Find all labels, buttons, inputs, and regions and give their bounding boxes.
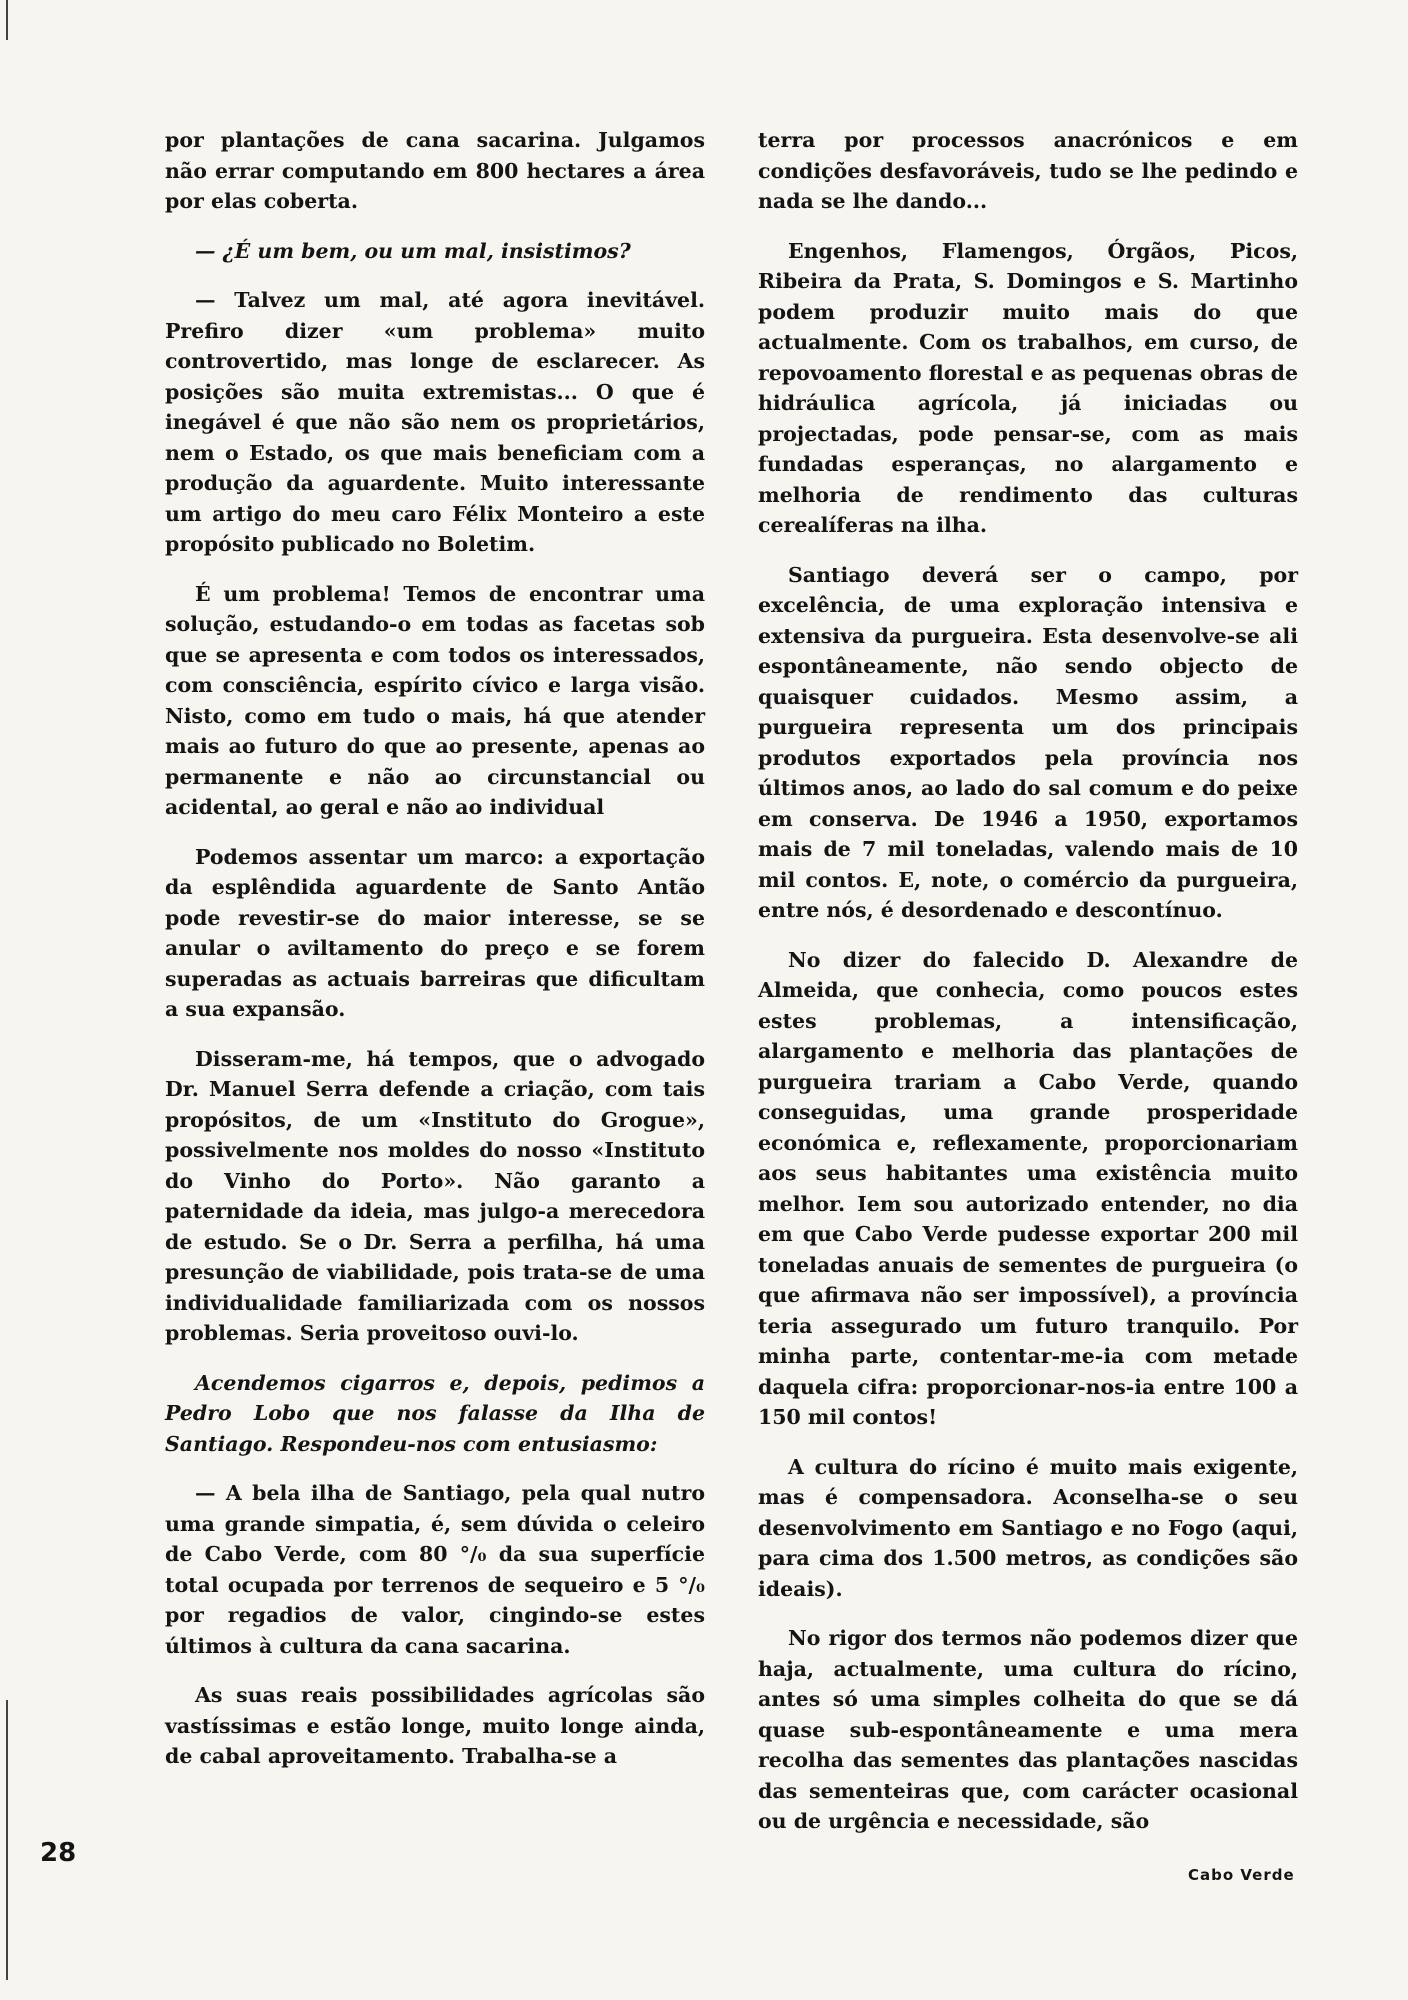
paragraph: No rigor dos termos não podemos dizer que haja, actualmente, uma cultura do rícino, antes só uma simples colheita do que se dá quase sub-espontâneamente e uma mera recolha das sementes das plantações nascidas das sementeiras que, com carácter ocasional ou de urgência e necessidade, são xyxy=(758,1626,1298,1833)
paragraph: terra por processos anacrónicos e em condições desfavoráveis, tudo se lhe pedindo e nada se lhe dando... xyxy=(758,128,1298,213)
scan-edge-mark xyxy=(6,1700,8,1980)
paragraph: Santiago deverá ser o campo, por excelência, de uma exploração intensiva e extensiva da purgueira. Esta desenvolve-se ali espontâneamente, não sendo objecto de quaisquer cuidados. Mesmo assim, a purgueira representa um dos principais produtos exportados pela província nos últimos anos, ao lado do sal comum e do peixe em conserva. De 1946 a 1950, exportamos mais de 7 mil toneladas, valendo mais de 10 mil contos. E, note, o comércio da purgueira, entre nós, é desordenado e descontínuo. xyxy=(758,562,1298,922)
paragraph: As suas reais possibilidades agrícolas são vastíssimas e estão longe, muito longe ainda, de cabal aproveitamento. Trabalha-se a xyxy=(165,1683,705,1768)
paragraph: por plantações de cana sacarina. Julgamos não errar computando em 800 hectares a área por elas coberta. xyxy=(165,128,705,213)
running-footer-publication: Cabo Verde xyxy=(1188,1866,1295,1884)
scan-edge-mark xyxy=(6,0,8,40)
paragraph: — ¿É um bem, ou um mal, insistimos? xyxy=(195,238,631,263)
page-number: 28 xyxy=(40,1838,77,1868)
paragraph: Disseram-me, há tempos, que o advogado Dr. Manuel Serra defende a criação, com tais propósitos, de um «Instituto do Grogue», possivelmente nos moldes do nosso «Instituto do Vinho do Porto». Não garanto a paternidade da ideia, mas julgo-a merecedora de estudo. Se o Dr. Serra a perfilha, há uma presunção de viabilidade, pois trata-se de uma individualidade familiarizada com os nossos problemas. Seria proveitoso ouvi-lo. xyxy=(165,1046,705,1345)
paragraph: Engenhos, Flamengos, Órgãos, Picos, Ribeira da Prata, S. Domingos e S. Martinho podem produzir muito mais do que actualmente. Com os trabalhos, em curso, de repovoamento florestal e as pequenas obras de hidráulica agrícola, já iniciadas ou projectadas, pode pensar-se, com as mais fundadas esperanças, no alargamento e melhoria de rendimento das culturas cerealíferas na ilha. xyxy=(758,238,1298,537)
right-text-column xyxy=(758,125,1298,1856)
left-text-column xyxy=(165,125,705,1791)
paragraph: Acendemos cigarros e, depois, pedimos a Pedro Lobo que nos falasse da Ilha de Santiago. Respondeu-nos com entusiasmo: xyxy=(165,1370,705,1456)
paragraph: — A bela ilha de Santiago, pela qual nutro uma grande simpatia, é, sem dúvida o celeiro de Cabo Verde, com 80 °/₀ da sua superfície total ocupada por terrenos de sequeiro e 5 °/₀ por regadios de valor, cingindo-se estes últimos à cultura da cana sacarina. xyxy=(165,1481,705,1658)
paragraph: No dizer do falecido D. Alexandre de Almeida, que conhecia, como poucos estes estes problemas, a intensificação, alargamento e melhoria das plantações de purgueira trariam a Cabo Verde, quando conseguidas, uma grande prosperidade económica e, reflexamente, proporcionariam aos seus habitantes uma existência muito melhor. Iem sou autorizado entender, no dia em que Cabo Verde pudesse exportar 200 mil toneladas anuais de sementes de purgueira (o que afirmava não ser impossível), a província teria assegurado um futuro tranquilo. Por minha parte, contentar-me-ia com metade daquela cifra: proporcionar-nos-ia entre 100 a 150 mil contos! xyxy=(758,947,1298,1429)
paragraph: É um problema! Temos de encontrar uma solução, estudando-o em todas as facetas sob que se apresenta e com todos os interessados, com consciência, espírito cívico e larga visão. Nisto, como em tudo o mais, há que atender mais ao futuro do que ao presente, apenas ao permanente e não ao circunstancial ou acidental, ao geral e não ao individual xyxy=(165,581,705,819)
paragraph: A cultura do rícino é muito mais exigente, mas é compensadora. Aconselha-se o seu desenvolvimento em Santiago e no Fogo (aqui, para cima dos 1.500 metros, as condições são ideais). xyxy=(758,1454,1298,1601)
paragraph: — Talvez um mal, até agora inevitável. Prefiro dizer «um problema» muito controvertido, mas longe de esclarecer. As posições são muita extremistas... O que é inegável é que não são nem os proprietários, nem o Estado, os que mais beneficiam com a produção da aguardente. Muito interessante um artigo do meu caro Félix Monteiro a este propósito publicado no Boletim. xyxy=(165,288,705,556)
paragraph: Podemos assentar um marco: a exportação da esplêndida aguardente de Santo Antão pode revestir-se do maior interesse, se se anular o aviltamento do preço e se forem superadas as actuais barreiras que dificultam a sua expansão. xyxy=(165,844,705,1021)
